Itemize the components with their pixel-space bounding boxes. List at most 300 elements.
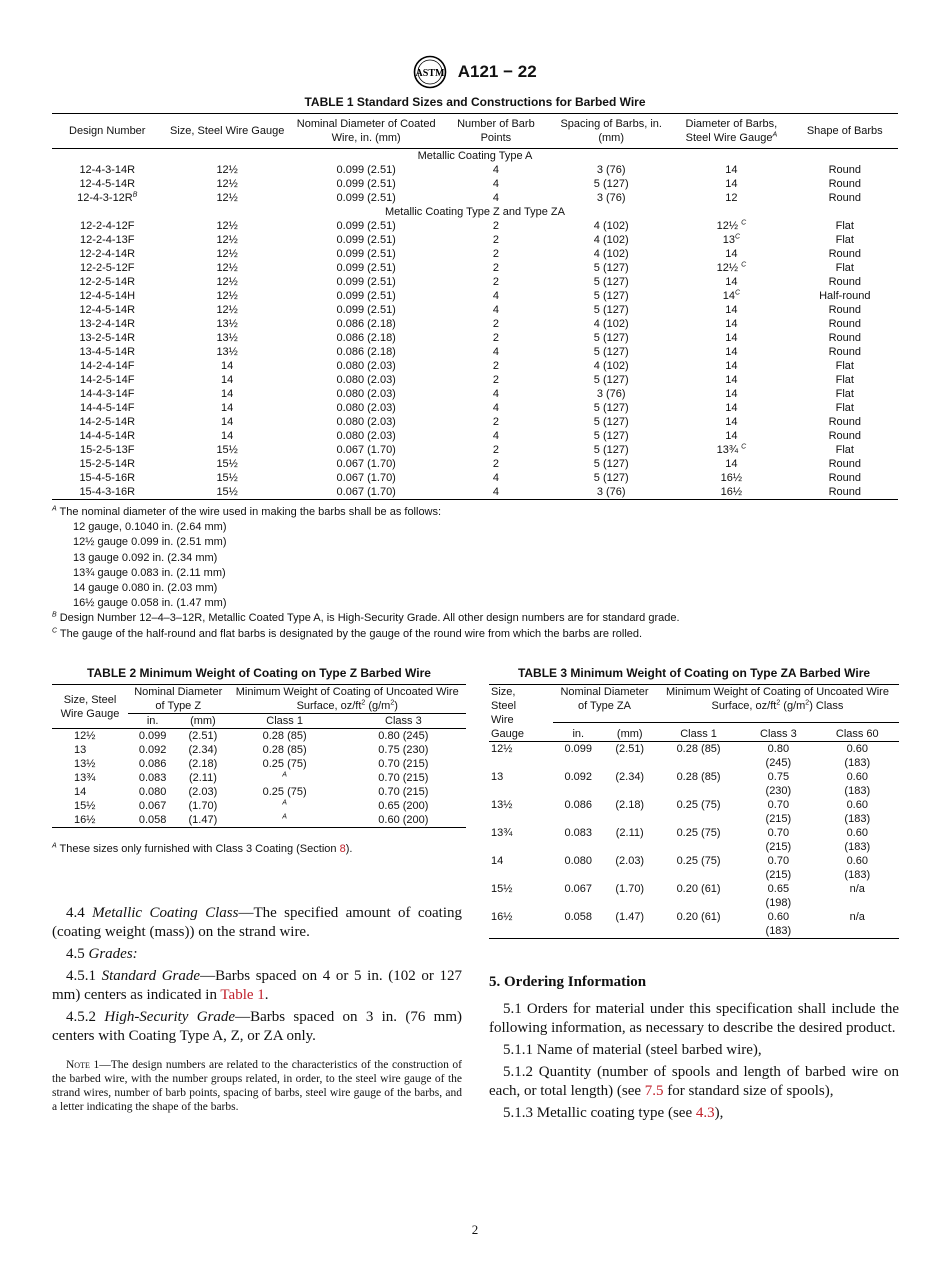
group-label: Metallic Coating Type A (417, 150, 533, 162)
table-cell: 0.099 (2.51) (336, 178, 396, 190)
table-cell: 4 (492, 388, 499, 400)
table1 (52, 113, 898, 500)
table-cell: 12-4-5-14H (79, 290, 136, 302)
table-cell: 14 (725, 374, 738, 386)
cell-line: (183) (844, 869, 871, 881)
table-cell: 0.099 (138, 730, 167, 742)
table-cell: Round (828, 346, 861, 358)
table-cell: (2.51) (615, 743, 645, 755)
table-cell: (1.70) (615, 883, 645, 895)
table-cell: 0.099 (2.51) (336, 304, 396, 316)
table-cell: 0.28 (85) (676, 743, 721, 755)
table-cell: 0.086 (564, 799, 593, 811)
table-cell: 14 (221, 430, 234, 442)
table-cell: 12-2-4-13F (80, 234, 135, 246)
table-cell: 14 (221, 402, 234, 414)
table-cell: 5 (127) (593, 304, 629, 316)
para-5-1-1: 5.1.1 Name of material (steel barbed wire), (503, 1042, 762, 1058)
table-cell: 2 (492, 234, 499, 246)
table-cell: 15½ (216, 472, 238, 484)
table-cell: 0.086 (138, 758, 167, 770)
table-cell: 4 (492, 192, 499, 204)
table-row (489, 742, 899, 771)
table-cell: 14 (725, 360, 738, 372)
right-column-text (489, 973, 899, 1126)
table-cell (816, 798, 899, 826)
table-cell: 0.28 (85) (262, 730, 307, 742)
table-cell: 0.099 (2.51) (336, 276, 396, 288)
table-cell: 4 (492, 346, 499, 358)
table-cell: 15-4-5-16R (79, 472, 136, 484)
table-cell: 3 (76) (596, 388, 626, 400)
t3-sub-class3: Class 3 (741, 722, 815, 741)
page-header (0, 55, 950, 89)
table-cell: (1.47) (604, 910, 656, 939)
table-row (489, 798, 899, 826)
table-cell: 0.099 (2.51) (336, 290, 396, 302)
table-cell (741, 742, 815, 771)
cell-line: 0.60 (846, 855, 868, 867)
cell-line: (183) (844, 813, 871, 825)
table-cell: 12½ (216, 234, 238, 246)
table-cell: 4 (102) (593, 360, 629, 372)
table-cell: 12½ $^C$ (716, 261, 747, 274)
astm-logo-icon (413, 55, 447, 89)
table-cell: (1.47) (177, 813, 228, 828)
table-cell: 12½ $^C$ (716, 219, 747, 232)
cell-line: (230) (765, 785, 792, 797)
table-cell: 14 (725, 276, 738, 288)
table-cell: 12½ (216, 262, 238, 274)
table3 (489, 684, 899, 939)
table-cell: 12½ (74, 730, 96, 742)
table-cell: (2.11) (615, 827, 644, 839)
table-cell: 12½ (216, 164, 238, 176)
table-cell: 14 (221, 388, 234, 400)
table-cell: Half-round (819, 290, 871, 302)
table-cell: 5 (127) (593, 402, 629, 414)
table-cell: 0.086 (2.18) (336, 318, 396, 330)
table-cell: 0.092 (564, 771, 593, 783)
cell-line: 0.80 (767, 743, 790, 755)
table-cell: 14 (725, 430, 738, 442)
table-cell: 0.099 (2.51) (336, 234, 396, 246)
table1-footnotes (52, 505, 680, 642)
table-cell: 14 (725, 164, 738, 176)
table-cell: 0.080 (2.03) (336, 360, 396, 372)
table-cell: 3 (76) (596, 192, 626, 204)
footnote-a-item: 14 gauge 0.080 in. (2.03 mm) (73, 582, 218, 595)
table-cell: (2.51) (188, 730, 218, 742)
table-cell: 14-2-5-14F (80, 374, 135, 386)
table-cell: 14 (74, 786, 87, 798)
table-cell: 0.20 (61) (676, 883, 721, 895)
table-cell: Round (828, 276, 861, 288)
table-cell: 0.099 (2.51) (336, 262, 396, 274)
table-cell: 14 (725, 332, 738, 344)
table-cell: (2.34) (188, 744, 218, 756)
table-cell: 15-2-5-13F (80, 444, 135, 456)
t3-header-size: Size, Steel Wire Gauge (489, 685, 553, 742)
table-cell: Round (828, 178, 861, 190)
table-cell: 4 (441, 485, 552, 500)
table-cell: 0.080 (564, 855, 593, 867)
table-cell: 15½ (163, 485, 292, 500)
table-cell: 13 (491, 771, 504, 783)
table-row (52, 233, 898, 247)
t2-header-weight: Minimum Weight of Coating of Uncoated Wire Surface, $oz/ft^2$ $(g/m^2)$ (235, 686, 459, 712)
table-row (52, 771, 466, 785)
table-cell: Flat (835, 388, 854, 400)
table-row (489, 882, 899, 910)
table-cell (816, 742, 899, 771)
t3-sub-class1: Class 1 (656, 722, 741, 741)
table-cell: Flat (835, 220, 854, 232)
table-cell: 0.099 (2.51) (336, 164, 396, 176)
footnote-b: $^B$ Design Number 12–4–3–12R, Metallic Coated Type A, is High-Security Grade. All other design numbers are for standard grade. (52, 611, 680, 625)
table-cell: 5 (127) (593, 178, 629, 190)
table-cell: 0.099 (2.51) (336, 248, 396, 260)
table-cell: 16½ (52, 813, 128, 828)
table-cell: Round (828, 248, 861, 260)
table-cell: 15½ (491, 883, 513, 895)
table-cell: Round (828, 318, 861, 330)
table-cell: Round (828, 458, 861, 470)
t2-sub-class3: Class 3 (341, 714, 466, 729)
table-cell: 12-2-5-12F (80, 262, 135, 274)
table-row (52, 443, 898, 457)
table-row (52, 247, 898, 261)
table-row (52, 401, 898, 415)
table-cell: 0.25 (75) (676, 855, 721, 867)
cell-line: 0.60 (846, 827, 868, 839)
table-cell: 13-4-5-14R (79, 346, 136, 358)
table-cell: 13½ (491, 799, 513, 811)
table-cell: 2 (492, 262, 499, 274)
note-1: Note 1—The design numbers are related to the characteristics of the construction of the barbed wire, with the number groups related, in order, to the steel wire gauge of the strand wires, number of barb points, spacing of barbs, steel wire gauge of the barbs, and a letter indicating the shape of the barbs. (52, 1059, 462, 1113)
table-cell (741, 882, 815, 910)
table3-caption: TABLE 3 Minimum Weight of Coating on Type ZA Barbed Wire (517, 666, 871, 680)
table1-link[interactable]: Table 1 (220, 987, 265, 1003)
table-cell: 5 (127) (593, 416, 629, 428)
table-cell: 15½ (216, 458, 238, 470)
table-cell: 5 (127) (593, 346, 629, 358)
table-row (52, 289, 898, 303)
table-row (489, 770, 899, 798)
table-cell: 4 (102) (593, 234, 629, 246)
table-cell: 12½ (216, 304, 238, 316)
table-cell (741, 910, 815, 939)
cell-line: 0.65 (767, 883, 790, 895)
table-cell: 13-2-5-14R (79, 332, 136, 344)
t1-header-design: Design Number (52, 114, 163, 149)
table-cell: 0.80 (245) (378, 730, 429, 742)
table-cell: 12½ (216, 192, 238, 204)
table-cell: 12-2-4-14R (79, 248, 136, 260)
table-cell: Round (792, 485, 898, 500)
cell-line: 0.75 (767, 771, 790, 783)
table-cell: 12½ (216, 276, 238, 288)
table-cell: 0.058 (553, 910, 604, 939)
table-cell: 5 (127) (593, 458, 629, 470)
table-row (52, 331, 898, 345)
table-cell: 12-2-5-14R (79, 276, 136, 288)
table-cell (816, 882, 899, 910)
table-cell: 0.080 (2.03) (336, 388, 396, 400)
t3-header-weight: Minimum Weight of Coating of Uncoated Wire Surface, $oz/ft^2$ $(g/m^2)$ Class (666, 686, 889, 712)
t1-header-size: Size, Steel Wire Gauge (163, 114, 292, 149)
footnote-a: $^A$ The nominal diameter of the wire used in making the barbs shall be as follows: (52, 505, 442, 518)
t1-header-shape: Shape of Barbs (792, 114, 898, 149)
table-cell: 5 (127) (593, 444, 629, 456)
table-cell: 13-2-4-14R (79, 318, 136, 330)
table-row (52, 799, 466, 813)
para-4-5-2: 4.5.2 High-Security Grade—Barbs spaced on 3 in. (76 mm) centers with Coating Type A, Z, or ZA only. (52, 1009, 462, 1044)
table-cell: (1.70) (188, 800, 218, 812)
table-row (52, 163, 898, 177)
table-cell: 2 (492, 458, 499, 470)
table-cell: 14 (725, 458, 738, 470)
table-cell: 13¾ (74, 772, 96, 784)
table-row (52, 813, 466, 828)
table-cell: 5 (127) (593, 290, 629, 302)
left-column-text (52, 904, 462, 1114)
cell-line: n/a (849, 883, 865, 895)
para-4-4: 4.4 Metallic Coating Class—The specified amount of coating (coating weight (mass)) on the strand wire. (52, 905, 462, 940)
table-cell: (2.34) (615, 771, 645, 783)
table-cell: 14 (725, 346, 738, 358)
table1-caption: TABLE 1 Standard Sizes and Constructions for Barbed Wire (304, 95, 646, 109)
table-cell: 13¾ $^C$ (716, 443, 747, 456)
table-cell: 14 (725, 318, 738, 330)
table-cell: 0.067 (1.70) (336, 472, 396, 484)
table-cell: 14 (725, 402, 738, 414)
table-cell: 14 (725, 178, 738, 190)
table-cell: A (282, 771, 287, 779)
table-cell: 14-4-3-14F (80, 388, 135, 400)
cell-line: 0.70 (767, 827, 790, 839)
table-cell: 13½ (216, 346, 238, 358)
table-cell (741, 770, 815, 798)
table-cell: 5 (127) (593, 472, 629, 484)
table-cell: 4 (492, 304, 499, 316)
table-cell: 2 (492, 220, 499, 232)
table-cell: Flat (835, 234, 854, 246)
table-cell: 0.20 (61) (656, 910, 741, 939)
section-8-link[interactable]: 8 (339, 843, 346, 855)
table-row (52, 387, 898, 401)
para-5-1: 5.1 Orders for material under this specification shall include the following information, as necessary to describe the desired product. (489, 1001, 899, 1036)
cell-line: 0.60 (846, 771, 868, 783)
table-cell (816, 854, 899, 882)
group-label: Metallic Coating Type Z and Type ZA (385, 206, 565, 218)
table-cell: 14 (221, 374, 234, 386)
table-row (52, 729, 466, 744)
table-cell: 4 (102) (593, 318, 629, 330)
table-cell: (2.18) (188, 758, 218, 770)
table-cell: 0.067 (564, 883, 593, 895)
cell-line: (183) (844, 785, 871, 797)
table-cell (741, 854, 815, 882)
footnote-a-item: 12 gauge, 0.1040 in. (2.64 mm) (73, 521, 227, 534)
table-cell: 0.080 (2.03) (336, 374, 396, 386)
table-cell: 15½ (74, 800, 96, 812)
table-cell: 2 (492, 374, 499, 386)
logo-text: ASTM (415, 68, 445, 79)
table-cell: Round (828, 192, 861, 204)
table-cell: 0.25 (75) (676, 799, 721, 811)
table-cell: 0.067 (1.70) (336, 444, 396, 456)
table-cell: 16½ (489, 910, 553, 939)
table-cell: 5 (127) (593, 374, 629, 386)
table-cell: 0.086 (2.18) (336, 346, 396, 358)
table-cell: 14-4-5-14R (79, 430, 136, 442)
footnote-a-item: 13¾ gauge 0.083 in. (2.11 mm) (73, 566, 226, 579)
t3-header-diameter: Nominal Diameter of Type ZA (560, 686, 649, 712)
table-cell: 4 (492, 472, 499, 484)
table-cell: 0.099 (2.51) (336, 220, 396, 232)
table-cell: 5 (127) (593, 332, 629, 344)
table-row (52, 373, 898, 387)
cell-line: 0.70 (767, 855, 790, 867)
table-cell: 0.25 (75) (262, 758, 307, 770)
table-cell: 16½ (671, 485, 791, 500)
table-cell: Flat (835, 444, 854, 456)
table-cell: 16½ (720, 472, 743, 484)
table3-body (489, 742, 899, 939)
table-cell: 12-4-3-14R (79, 164, 136, 176)
standard-designation: A121 − 22 (457, 62, 537, 81)
table-cell: 5 (127) (593, 276, 629, 288)
table2 (52, 684, 466, 828)
table-cell: 2 (492, 318, 499, 330)
table-row (52, 303, 898, 317)
table-cell: Round (828, 164, 861, 176)
cell-line: 0.60 (846, 799, 868, 811)
table-cell: Flat (835, 262, 854, 274)
table-cell: 4 (492, 430, 499, 442)
cell-line: (215) (765, 841, 792, 853)
table-cell: 0.28 (85) (262, 744, 307, 756)
t2-sub-in: in. (128, 714, 177, 729)
table-cell: 3 (76) (551, 485, 671, 500)
table-cell: (2.03) (188, 786, 218, 798)
table-cell: 4 (492, 164, 499, 176)
table-row (52, 261, 898, 275)
table-cell: 0.70 (215) (378, 786, 429, 798)
table-cell: 0.083 (138, 772, 167, 784)
table-row (52, 429, 898, 443)
table-cell: $14^C$ (722, 289, 741, 302)
table-cell (816, 826, 899, 854)
table-cell: Round (828, 304, 861, 316)
para-4-5-1: 4.5.1 Standard Grade—Barbs spaced on 4 or 5 in. (102 or 127 mm) centers as indicated in Table 1. (52, 968, 462, 1003)
table-cell: 0.086 (2.18) (336, 332, 396, 344)
table-cell: Flat (835, 402, 854, 414)
table-cell: 2 (492, 360, 499, 372)
table-row (52, 177, 898, 191)
table-cell: (2.03) (615, 855, 645, 867)
table-cell: 0.067 (1.70) (292, 485, 441, 500)
table-cell: Round (828, 416, 861, 428)
table-cell: 0.067 (138, 800, 167, 812)
table-cell: 14 (221, 416, 234, 428)
table-cell: (2.11) (188, 772, 217, 784)
table-cell (816, 770, 899, 798)
table-cell: Flat (835, 360, 854, 372)
section-4-3-link[interactable]: 4.3 (695, 1105, 715, 1121)
table-cell: 12½ (491, 743, 513, 755)
table-cell: 14-2-5-14R (79, 416, 136, 428)
footnote-a-item: 13 gauge 0.092 in. (2.34 mm) (73, 551, 218, 564)
footnote-c: $^C$ The gauge of the half-round and flat barbs is designated by the gauge of the round wire from which the barbs are rolled. (52, 626, 643, 640)
table-cell: 14 (725, 416, 738, 428)
table-cell: Flat (835, 374, 854, 386)
t1-header-spacing: Spacing of Barbs, in. (mm) (551, 114, 671, 149)
table-group-row (52, 149, 898, 164)
table-cell: $13^C$ (722, 233, 741, 246)
table2-footnote: $^A$ These sizes only furnished with Class 3 Coating (Section 8). (52, 842, 353, 855)
table-cell: 12-4-5-14R (79, 304, 136, 316)
page-number: 2 (471, 1222, 479, 1237)
table-row (489, 910, 899, 939)
table-cell: 0.099 (2.51) (336, 192, 396, 204)
table-row (52, 471, 898, 485)
table-cell: 4 (492, 402, 499, 414)
cell-line: 0.70 (767, 799, 790, 811)
table-cell: 4 (492, 290, 499, 302)
table-row (52, 191, 898, 205)
table-cell: 13½ (74, 758, 96, 770)
cell-line: 0.60 (767, 911, 790, 923)
para-5-1-3: 5.1.3 Metallic coating type (see 4.3), (503, 1105, 724, 1121)
table-cell: 13½ (216, 318, 238, 330)
table-row (52, 485, 898, 500)
table-cell: 14 (491, 855, 504, 867)
section-7-5-link[interactable]: 7.5 (644, 1083, 664, 1099)
t1-header-barb-diameter: Diameter of Barbs, Steel Wire Gauge$^A$ (671, 114, 791, 149)
table-cell: 4 (102) (593, 248, 629, 260)
table-row (52, 757, 466, 771)
table-cell: 0.70 (215) (378, 758, 429, 770)
table-cell: 0.080 (2.03) (336, 416, 396, 428)
table-cell: 15½ (216, 444, 238, 456)
table-row (52, 785, 466, 799)
table-cell (741, 798, 815, 826)
t2-sub-class1: Class 1 (229, 714, 341, 729)
table-cell: Round (828, 472, 861, 484)
table2-body (52, 729, 466, 828)
table-cell: A (229, 813, 341, 828)
table-cell: Round (828, 430, 861, 442)
t1-header-points: Number of Barb Points (441, 114, 552, 149)
table-cell: (2.18) (615, 799, 645, 811)
table-cell: 0.28 (85) (676, 771, 721, 783)
table-cell: 2 (492, 276, 499, 288)
section-5-heading: 5. Ordering Information (489, 974, 647, 990)
table-cell: Round (828, 332, 861, 344)
table-cell: 4 (102) (593, 220, 629, 232)
table-cell: 13¾ (491, 827, 513, 839)
table-cell: 14 (725, 304, 738, 316)
table2-caption: TABLE 2 Minimum Weight of Coating on Type Z Barbed Wire (87, 666, 431, 680)
table-cell: 14 (221, 360, 234, 372)
table-cell: 0.65 (200) (378, 800, 429, 812)
table-cell: $12-4-3-12R^B$ (77, 191, 138, 204)
table-row (489, 826, 899, 854)
table-cell: 2 (492, 444, 499, 456)
table-cell: 2 (492, 416, 499, 428)
